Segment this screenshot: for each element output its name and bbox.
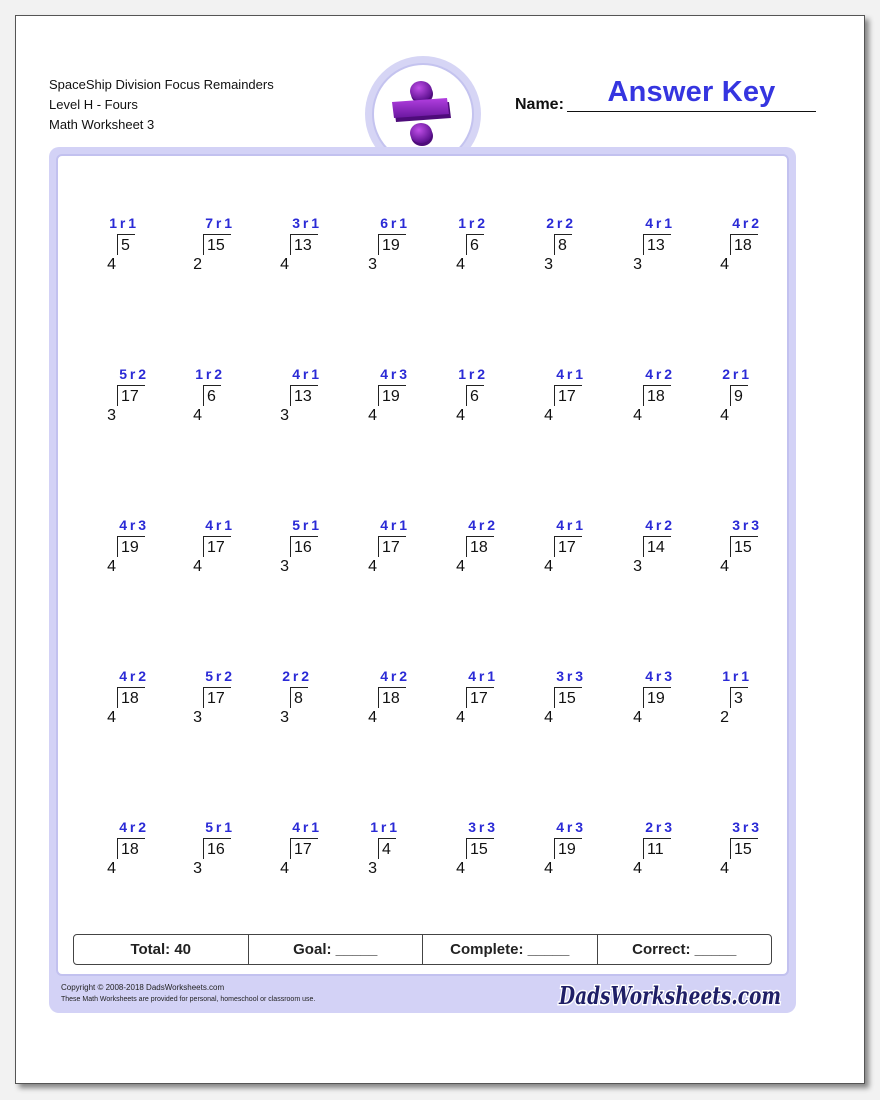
answer-quotient: 3 r 3	[468, 819, 495, 835]
divisor: 4	[368, 407, 377, 424]
dividend: 17 4	[290, 838, 318, 859]
division-problem	[193, 366, 263, 424]
division-problem	[544, 517, 614, 575]
dividend: 18 4	[466, 536, 494, 557]
division-problem	[193, 668, 263, 726]
divisor: 4	[456, 709, 465, 726]
answer-quotient: 2 r 2	[546, 215, 573, 231]
answer-quotient: 4 r 3	[556, 819, 583, 835]
answer-quotient: 5 r 2	[205, 668, 232, 684]
answer-quotient: 3 r 3	[732, 517, 759, 533]
division-problem	[280, 668, 350, 726]
divisor: 4	[720, 860, 729, 877]
dividend: 9 4	[730, 385, 748, 406]
division-problem	[633, 366, 703, 424]
divisor: 4	[368, 558, 377, 575]
answer-quotient: 5 r 2	[119, 366, 146, 382]
answer-quotient: 4 r 3	[645, 668, 672, 684]
division-problem	[368, 819, 438, 877]
answer-quotient: 1 r 1	[109, 215, 136, 231]
dividend: 19 4	[554, 838, 582, 859]
divisor: 4	[107, 558, 116, 575]
division-problem	[456, 215, 526, 273]
divisor: 4	[456, 256, 465, 273]
answer-quotient: 4 r 1	[556, 517, 583, 533]
dividend: 19 4	[643, 687, 671, 708]
division-problem	[544, 668, 614, 726]
answer-quotient: 4 r 2	[732, 215, 759, 231]
answer-quotient: 4 r 1	[380, 517, 407, 533]
answer-quotient: 7 r 1	[205, 215, 232, 231]
dividend: 13 4	[290, 234, 318, 255]
dividend: 11 4	[643, 838, 671, 859]
dividend: 15 4	[730, 536, 758, 557]
divisor: 4	[720, 558, 729, 575]
complete-cell: Complete: _____	[423, 935, 598, 964]
divisor: 4	[633, 860, 642, 877]
division-problem	[368, 668, 438, 726]
divisor: 3	[107, 407, 116, 424]
divisor: 4	[633, 709, 642, 726]
dividend: 18 4	[378, 687, 406, 708]
division-problem	[280, 517, 350, 575]
divisor: 3	[544, 256, 553, 273]
division-problem	[720, 819, 790, 877]
divisor: 3	[633, 558, 642, 575]
division-problem	[107, 215, 177, 273]
division-problem	[280, 215, 350, 273]
dividend: 19 4	[378, 385, 406, 406]
division-problem	[544, 366, 614, 424]
dividend: 16 3	[290, 536, 318, 557]
answer-quotient: 4 r 2	[119, 819, 146, 835]
division-problem	[633, 819, 703, 877]
answer-quotient: 3 r 3	[556, 668, 583, 684]
divisor: 4	[720, 407, 729, 424]
dividend: 17 4	[203, 536, 231, 557]
divisor: 4	[544, 709, 553, 726]
divisor: 3	[280, 558, 289, 575]
divisor: 4	[633, 407, 642, 424]
dividend: 17 4	[378, 536, 406, 557]
answer-quotient: 1 r 1	[722, 668, 749, 684]
division-problem	[633, 215, 703, 273]
answer-quotient: 4 r 1	[468, 668, 495, 684]
answer-key-text: Answer Key	[607, 76, 776, 108]
dividend: 15 2	[203, 234, 231, 255]
total-cell: Total: 40	[74, 935, 249, 964]
dividend: 18 4	[643, 385, 671, 406]
divisor: 2	[720, 709, 729, 726]
answer-quotient: 1 r 2	[195, 366, 222, 382]
divisor: 4	[544, 407, 553, 424]
dividend: 8 3	[554, 234, 572, 255]
division-problem	[368, 215, 438, 273]
division-problem	[107, 668, 177, 726]
divisor: 2	[193, 256, 202, 273]
division-problem	[456, 819, 526, 877]
division-problem	[107, 819, 177, 877]
answer-quotient: 5 r 1	[292, 517, 319, 533]
answer-quotient: 4 r 2	[380, 668, 407, 684]
division-problem	[193, 517, 263, 575]
divisor: 4	[280, 860, 289, 877]
divisor: 4	[456, 558, 465, 575]
divisor: 4	[456, 860, 465, 877]
division-problem	[720, 517, 790, 575]
correct-cell: Correct: _____	[632, 941, 737, 958]
divisor: 4	[280, 256, 289, 273]
division-problem	[107, 366, 177, 424]
division-problem	[107, 517, 177, 575]
division-problem	[456, 366, 526, 424]
dividend: 15 4	[466, 838, 494, 859]
dividend: 6 4	[466, 234, 484, 255]
division-problem	[456, 668, 526, 726]
dividend: 15 4	[730, 838, 758, 859]
answer-quotient: 1 r 1	[370, 819, 397, 835]
dividend: 18 4	[117, 687, 145, 708]
answer-quotient: 6 r 1	[380, 215, 407, 231]
division-problem	[633, 668, 703, 726]
dividend: 18 4	[117, 838, 145, 859]
score-tally	[73, 934, 772, 965]
divisor: 4	[544, 558, 553, 575]
dividend: 16 3	[203, 838, 231, 859]
usage-notice: These Math Worksheets are provided for personal, homeschool or classroom use.	[61, 996, 316, 1003]
divisor: 4	[107, 256, 116, 273]
dividend: 17 4	[554, 536, 582, 557]
division-problem	[720, 668, 790, 726]
answer-quotient: 4 r 2	[468, 517, 495, 533]
copyright-text: Copyright © 2008-2018 DadsWorksheets.com	[61, 983, 225, 992]
answer-quotient: 3 r 1	[292, 215, 319, 231]
answer-quotient: 5 r 1	[205, 819, 232, 835]
worksheet-title: SpaceShip Division Focus Remainders	[49, 77, 274, 92]
answer-quotient: 4 r 2	[645, 517, 672, 533]
divisor: 3	[193, 860, 202, 877]
division-problem	[368, 366, 438, 424]
dividend: 17 3	[117, 385, 145, 406]
name-line	[567, 111, 816, 112]
dividend: 18 4	[730, 234, 758, 255]
division-problem	[456, 517, 526, 575]
worksheet-level: Level H - Fours	[49, 97, 138, 112]
answer-quotient: 4 r 1	[292, 819, 319, 835]
dividend: 6 4	[466, 385, 484, 406]
divisor: 3	[368, 256, 377, 273]
answer-quotient: 4 r 1	[556, 366, 583, 382]
division-problem	[280, 819, 350, 877]
divisor: 4	[193, 407, 202, 424]
division-problem	[544, 819, 614, 877]
dividend: 17 4	[466, 687, 494, 708]
dividend: 19 4	[117, 536, 145, 557]
divisor: 3	[193, 709, 202, 726]
answer-quotient: 1 r 2	[458, 366, 485, 382]
dividend: 14 3	[643, 536, 671, 557]
dividend: 13 3	[643, 234, 671, 255]
divisor: 3	[280, 709, 289, 726]
dividend: 15 4	[554, 687, 582, 708]
answer-quotient: 4 r 2	[645, 366, 672, 382]
divisor: 4	[456, 407, 465, 424]
divisor: 4	[720, 256, 729, 273]
worksheet-number: Math Worksheet 3	[49, 117, 155, 132]
division-problem	[193, 819, 263, 877]
dadsworksheets-logo	[557, 975, 787, 1015]
divisor: 4	[107, 860, 116, 877]
dividend: 17 4	[554, 385, 582, 406]
svg-text:DadsWorksheets.com: DadsWorksheets.com	[558, 981, 781, 1010]
answer-quotient: 4 r 2	[119, 668, 146, 684]
dividend: 13 3	[290, 385, 318, 406]
answer-quotient: 4 r 1	[292, 366, 319, 382]
divisor: 4	[368, 709, 377, 726]
answer-quotient: 1 r 2	[458, 215, 485, 231]
dividend: 19 3	[378, 234, 406, 255]
division-problem	[193, 215, 263, 273]
answer-quotient: 2 r 2	[282, 668, 309, 684]
answer-quotient: 3 r 3	[732, 819, 759, 835]
divisor: 4	[193, 558, 202, 575]
divisor: 4	[544, 860, 553, 877]
name-label: Name:	[515, 96, 564, 113]
dividend: 8 3	[290, 687, 308, 708]
dividend: 5 4	[117, 234, 135, 255]
answer-quotient: 2 r 3	[645, 819, 672, 835]
dividend: 17 3	[203, 687, 231, 708]
dividend: 3 2	[730, 687, 748, 708]
division-problem	[633, 517, 703, 575]
divisor: 3	[633, 256, 642, 273]
dividend: 4 3	[378, 838, 396, 859]
answer-quotient: 4 r 1	[205, 517, 232, 533]
divisor: 3	[368, 860, 377, 877]
answer-quotient: 2 r 1	[722, 366, 749, 382]
goal-cell: Goal: _____	[249, 935, 424, 964]
answer-quotient: 4 r 3	[119, 517, 146, 533]
dividend: 6 4	[203, 385, 221, 406]
division-problem	[368, 517, 438, 575]
division-problem	[720, 215, 790, 273]
answer-quotient: 4 r 1	[645, 215, 672, 231]
division-problem	[280, 366, 350, 424]
answer-quotient: 4 r 3	[380, 366, 407, 382]
division-problem	[720, 366, 790, 424]
divisor: 3	[280, 407, 289, 424]
divisor: 4	[107, 709, 116, 726]
division-problem	[544, 215, 614, 273]
